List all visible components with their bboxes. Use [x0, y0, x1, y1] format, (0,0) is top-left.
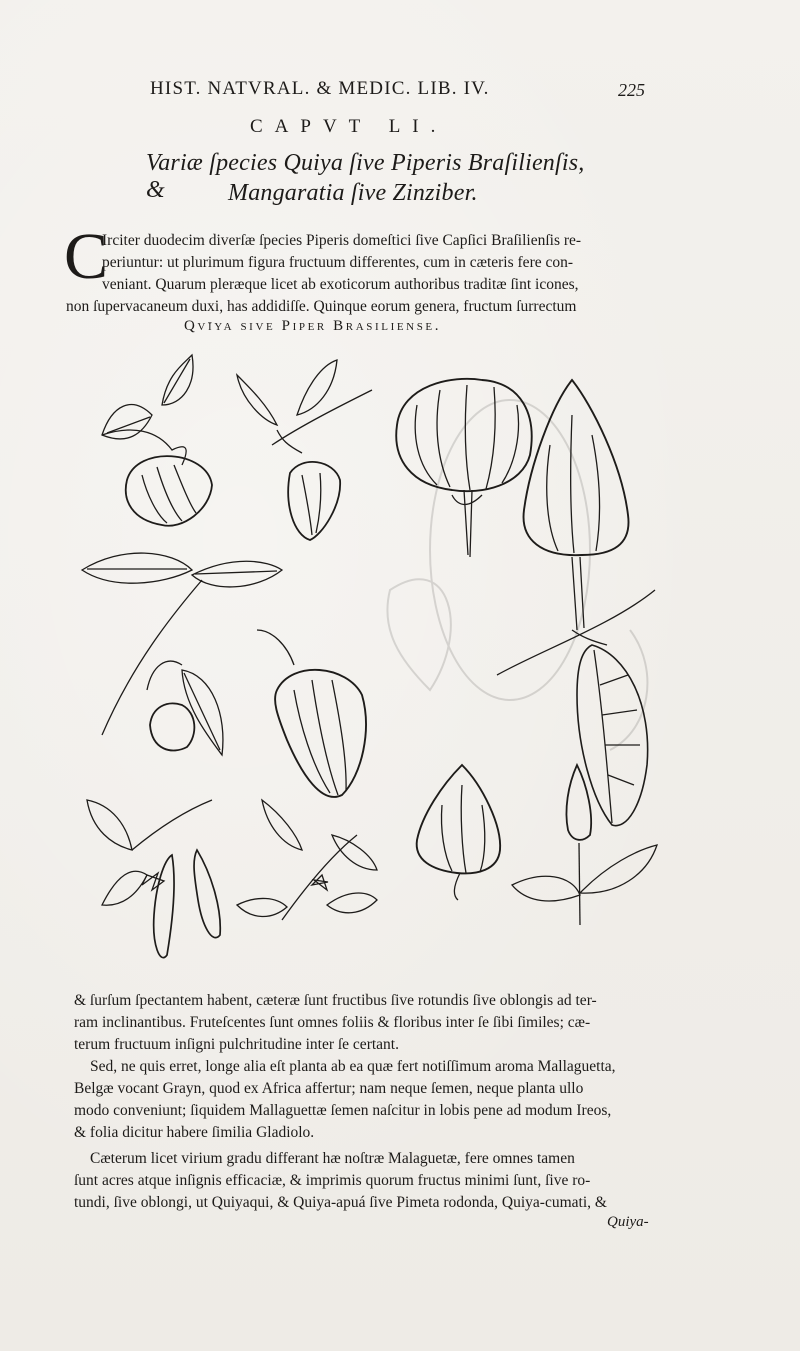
pepper-plant-9 — [237, 800, 377, 920]
chapter-title-line-2: Mangaratia ſive Zinziber. — [228, 180, 478, 206]
pepper-plant-5 — [82, 553, 282, 755]
intro-line-3: veniant. Quarum pleræque licet ab exoticorum authoribus traditæ ſint icones, — [102, 276, 579, 293]
body-line-7: & folia dicitur habere ſimilia Gladiolo. — [74, 1124, 315, 1141]
drop-cap: C — [64, 220, 109, 293]
intro-line-1: Irciter duodecim diverſæ ſpecies Piperis domeſtici ſive Capſici Braſilienſis re- — [102, 232, 582, 249]
body-line-1: & ſurſum ſpectantem habent, cæteræ ſunt fructibus ſive rotundis ſive oblongis ad ter- — [74, 992, 597, 1009]
woodcut-illustration — [72, 345, 672, 975]
catchword: Quiya- — [607, 1214, 649, 1230]
body-line-6: modo conveniunt; ſiquidem Mallaguettæ ſemen naſcitur in lobis pene ad modum Ireos, — [74, 1102, 612, 1119]
intro-line-2: periuntur: ut plurimum figura fructuum differentes, cum in cæteris fere con- — [102, 254, 574, 271]
pepper-plant-6 — [257, 630, 366, 797]
body-line-2: ram inclinantibus. Fruteſcentes ſunt omnes foliis & floribus inter ſe ſibi ſimiles; cæ- — [74, 1014, 591, 1031]
intro-line-4: non ſupervacaneum duxi, has addidiſſe. Quinque eorum genera, fructum ſurrectum — [66, 298, 577, 315]
pepper-plant-woodcut — [72, 345, 672, 975]
pepper-plant-8 — [87, 800, 220, 958]
body-line-3: terum fructuum inſigni pulchritudine inter ſe certant. — [74, 1036, 399, 1053]
pepper-plant-3 — [396, 379, 531, 557]
body-line-9: ſunt acres atque inſignis efficaciæ, & imprimis quorum fructus minimi ſunt, ſive ro- — [74, 1172, 591, 1189]
body-line-8: Cæterum licet virium gradu differant hæ noſtræ Malaguetæ, fere omnes tamen — [90, 1150, 575, 1167]
page-number: 225 — [618, 80, 645, 100]
body-line-4: Sed, ne quis erret, longe alia eſt planta ab ea quæ fert notiſſimum aroma Mallaguetta, — [90, 1058, 616, 1075]
plate-caption: Qvīya ſive Piper Brasiliense. — [184, 318, 442, 334]
pepper-plant-10 — [417, 765, 500, 900]
pepper-plant-4 — [497, 380, 655, 675]
chapter-heading: CAPVT LI. — [250, 116, 448, 137]
running-head: HIST. NATVRAL. & MEDIC. LIB. IV. — [150, 78, 490, 99]
body-line-5: Belgæ vocant Grayn, quod ex Africa affertur; nam neque ſemen, neque planta ullo — [74, 1080, 584, 1097]
chapter-title-line-1: Variæ ſpecies Quiya ſive Piperis Braſilienſis, & — [146, 150, 585, 203]
body-line-10: tundi, ſive oblongi, ut Quiyaqui, & Quiya-apuá ſive Pimeta rodonda, Quiya-cumati, & — [74, 1194, 607, 1211]
pepper-plant-1 — [102, 355, 212, 526]
pepper-plant-11 — [512, 765, 657, 925]
pepper-plant-2 — [237, 360, 372, 540]
